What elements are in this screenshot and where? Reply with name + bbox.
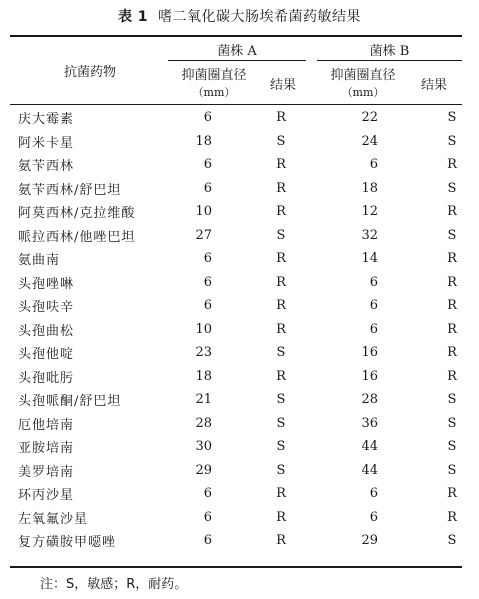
strain-b-zone-value: 29 xyxy=(361,533,378,549)
strain-a-zone-value: 6 xyxy=(203,251,212,267)
strain-b-zone-value: 16 xyxy=(361,368,378,384)
spacer-cell xyxy=(221,412,258,436)
spacer-cell xyxy=(390,130,424,154)
spacer-cell xyxy=(390,294,424,318)
spacer-cell xyxy=(304,224,344,248)
strain-b-result-value: S xyxy=(447,439,457,455)
strain-a-result-value: R xyxy=(276,509,286,525)
strain-b-result-value: R xyxy=(447,486,457,502)
spacer-cell xyxy=(304,459,344,483)
strain-b-zone-value: 32 xyxy=(361,227,378,243)
strain-a-zone-value: 6 xyxy=(203,157,212,173)
strain-a-zone-value: 10 xyxy=(195,321,212,337)
drug-name: 左氧氟沙星 xyxy=(18,511,89,527)
spacer-cell xyxy=(390,506,424,530)
drug-name: 头孢他啶 xyxy=(18,347,75,363)
strain-b-result-value: S xyxy=(447,392,457,408)
strain-b-result-value: R xyxy=(447,157,457,173)
strain-b-zone-value: 44 xyxy=(361,462,378,478)
strain-a-zone-value: 27 xyxy=(195,227,212,243)
susceptibility-table xyxy=(10,106,479,553)
table-row xyxy=(10,435,479,459)
spacer-cell xyxy=(304,153,344,177)
table-row xyxy=(10,318,479,342)
spacer-cell xyxy=(304,294,344,318)
table-row xyxy=(10,506,479,530)
drug-name: 厄他培南 xyxy=(18,417,75,433)
spacer-cell xyxy=(390,318,424,342)
table-row xyxy=(10,153,479,177)
spacer-cell xyxy=(304,412,344,436)
strain-a-result-value: S xyxy=(276,415,286,431)
spacer-cell xyxy=(304,365,344,389)
drug-name: 氨苄西林 xyxy=(18,159,75,175)
strain-b-result-value: S xyxy=(447,227,457,243)
spacer-cell xyxy=(390,200,424,224)
spacer-cell xyxy=(390,365,424,389)
table-row xyxy=(10,271,479,295)
strain-b-zone-value: 22 xyxy=(361,110,378,126)
spacer-cell xyxy=(221,459,258,483)
spacer-cell xyxy=(390,106,424,130)
spacer-cell xyxy=(221,318,258,342)
spacer-cell xyxy=(304,482,344,506)
drug-name: 阿莫西林/克拉维酸 xyxy=(18,206,136,222)
strain-a-zone-value: 6 xyxy=(203,298,212,314)
strain-a-result-value: R xyxy=(276,251,286,267)
strain-a-result-value: R xyxy=(276,180,286,196)
strain-a-result-header: 结果 xyxy=(269,78,296,93)
strain-b-subrule xyxy=(317,60,462,61)
strain-b-zone-header: 抑菌圈直径 xyxy=(330,68,396,83)
spacer-cell xyxy=(221,506,258,530)
strain-b-header: 菌株 B xyxy=(369,44,410,59)
drug-name: 头孢唑啉 xyxy=(18,276,75,292)
drug-name: 哌拉西林/他唑巴坦 xyxy=(18,229,136,245)
strain-b-result-value: S xyxy=(447,462,457,478)
strain-a-result-value: S xyxy=(276,392,286,408)
strain-b-result-header: 结果 xyxy=(420,78,447,93)
table-note: 注：S，敏感；R，耐药。 xyxy=(40,577,188,592)
strain-b-result-value: R xyxy=(447,509,457,525)
strain-a-zone-value: 6 xyxy=(203,110,212,126)
strain-a-zone-value: 6 xyxy=(203,533,212,549)
strain-a-zone-header: 抑菌圈直径 xyxy=(181,68,247,83)
table-row xyxy=(10,106,479,130)
table-body xyxy=(10,106,479,553)
strain-a-result-value: S xyxy=(276,439,286,455)
drug-column-header: 抗菌药物 xyxy=(63,65,116,80)
strain-a-zone-value: 6 xyxy=(203,509,212,525)
drug-name: 复方磺胺甲噁唑 xyxy=(18,535,117,551)
strain-b-zone-value: 28 xyxy=(361,392,378,408)
table-row xyxy=(10,294,479,318)
table-row xyxy=(10,130,479,154)
spacer-cell xyxy=(221,153,258,177)
spacer-cell xyxy=(221,529,258,553)
spacer-cell xyxy=(221,294,258,318)
strain-b-result-value: S xyxy=(447,110,457,126)
table-caption xyxy=(0,6,479,26)
spacer-cell xyxy=(221,365,258,389)
table-row xyxy=(10,482,479,506)
spacer-cell xyxy=(221,271,258,295)
strain-a-result-value: R xyxy=(276,274,286,290)
top-rule xyxy=(10,35,462,37)
strain-b-zone-value: 36 xyxy=(361,415,378,431)
strain-b-result-value: S xyxy=(447,180,457,196)
strain-a-result-value: R xyxy=(276,533,286,549)
spacer-cell xyxy=(304,247,344,271)
drug-name: 氨苄西林/舒巴坦 xyxy=(18,182,122,198)
spacer-cell xyxy=(304,435,344,459)
table-row xyxy=(10,365,479,389)
spacer-cell xyxy=(390,459,424,483)
strain-b-zone-unit: （mm） xyxy=(341,86,385,99)
strain-a-zone-value: 10 xyxy=(195,204,212,220)
strain-b-zone-value: 6 xyxy=(369,298,378,314)
spacer-cell xyxy=(221,388,258,412)
table-row xyxy=(10,388,479,412)
strain-b-zone-value: 44 xyxy=(361,439,378,455)
drug-name: 亚胺培南 xyxy=(18,441,75,457)
spacer-cell xyxy=(304,106,344,130)
strain-a-zone-value: 23 xyxy=(195,345,212,361)
strain-a-result-value: R xyxy=(276,110,286,126)
header-rule xyxy=(10,104,462,105)
table-title: 嗜二氧化碳大肠埃希菌药敏结果 xyxy=(158,9,362,25)
spacer-cell xyxy=(390,153,424,177)
table-row xyxy=(10,459,479,483)
spacer-cell xyxy=(304,529,344,553)
spacer-cell xyxy=(221,482,258,506)
strain-b-result-value: R xyxy=(447,204,457,220)
strain-b-result-value: S xyxy=(447,415,457,431)
strain-a-zone-unit: （mm） xyxy=(192,86,236,99)
strain-a-result-value: S xyxy=(276,345,286,361)
strain-a-result-value: R xyxy=(276,486,286,502)
strain-b-result-value: R xyxy=(447,298,457,314)
table-row xyxy=(10,177,479,201)
table-row xyxy=(10,341,479,365)
strain-a-zone-value: 30 xyxy=(195,439,212,455)
strain-a-zone-value: 6 xyxy=(203,180,212,196)
strain-a-result-value: S xyxy=(276,133,286,149)
strain-a-result-value: R xyxy=(276,204,286,220)
drug-name: 头孢吡肟 xyxy=(18,370,75,386)
strain-b-result-value: R xyxy=(447,251,457,267)
spacer-cell xyxy=(304,130,344,154)
drug-name: 美罗培南 xyxy=(18,464,75,480)
strain-b-zone-value: 6 xyxy=(369,509,378,525)
strain-a-result-value: R xyxy=(276,368,286,384)
strain-a-result-value: R xyxy=(276,321,286,337)
spacer-cell xyxy=(304,341,344,365)
strain-b-zone-value: 16 xyxy=(361,345,378,361)
strain-b-zone-value: 18 xyxy=(361,180,378,196)
table-row xyxy=(10,247,479,271)
strain-b-result-value: R xyxy=(447,274,457,290)
spacer-cell xyxy=(390,482,424,506)
spacer-cell xyxy=(221,224,258,248)
strain-a-result-value: R xyxy=(276,298,286,314)
strain-a-zone-value: 18 xyxy=(195,368,212,384)
spacer-cell xyxy=(390,435,424,459)
spacer-cell xyxy=(304,177,344,201)
drug-name: 庆大霉素 xyxy=(18,112,75,128)
strain-a-zone-value: 21 xyxy=(195,392,212,408)
spacer-cell xyxy=(221,177,258,201)
drug-name: 环丙沙星 xyxy=(18,488,75,504)
table-number: 表 1 xyxy=(117,9,149,25)
spacer-cell xyxy=(390,177,424,201)
strain-a-result-value: R xyxy=(276,157,286,173)
spacer-cell xyxy=(221,247,258,271)
spacer-cell xyxy=(221,341,258,365)
spacer-cell xyxy=(304,506,344,530)
table-row xyxy=(10,200,479,224)
spacer-cell xyxy=(390,341,424,365)
spacer-cell xyxy=(221,130,258,154)
strain-a-result-value: S xyxy=(276,462,286,478)
strain-a-zone-value: 29 xyxy=(195,462,212,478)
bottom-rule xyxy=(10,566,462,568)
strain-b-zone-value: 12 xyxy=(361,204,378,220)
strain-b-result-value: S xyxy=(447,133,457,149)
spacer-cell xyxy=(390,529,424,553)
drug-name: 头孢曲松 xyxy=(18,323,75,339)
spacer-cell xyxy=(304,271,344,295)
strain-a-zone-value: 28 xyxy=(195,415,212,431)
spacer-cell xyxy=(304,388,344,412)
spacer-cell xyxy=(390,388,424,412)
spacer-cell xyxy=(221,435,258,459)
strain-b-zone-value: 14 xyxy=(361,251,378,267)
strain-a-zone-value: 18 xyxy=(195,133,212,149)
spacer-cell xyxy=(390,271,424,295)
strain-b-result-value: R xyxy=(447,321,457,337)
strain-a-zone-value: 6 xyxy=(203,274,212,290)
drug-name: 氨曲南 xyxy=(18,253,61,269)
strain-a-header: 菌株 A xyxy=(217,44,257,59)
table-row xyxy=(10,412,479,436)
strain-b-zone-value: 6 xyxy=(369,486,378,502)
strain-b-result-value: R xyxy=(447,368,457,384)
strain-b-zone-value: 6 xyxy=(369,274,378,290)
strain-b-zone-value: 6 xyxy=(369,321,378,337)
strain-b-zone-value: 6 xyxy=(369,157,378,173)
spacer-cell xyxy=(221,200,258,224)
strain-a-zone-value: 6 xyxy=(203,486,212,502)
table-row xyxy=(10,529,479,553)
drug-name: 阿米卡星 xyxy=(18,135,75,151)
spacer-cell xyxy=(304,318,344,342)
spacer-cell xyxy=(390,247,424,271)
strain-b-result-value: R xyxy=(447,345,457,361)
strain-b-result-value: S xyxy=(447,533,457,549)
strain-a-subrule xyxy=(168,60,306,61)
table-row xyxy=(10,224,479,248)
drug-name: 头孢哌酮/舒巴坦 xyxy=(18,394,122,410)
drug-name: 头孢呋辛 xyxy=(18,300,75,316)
spacer-cell xyxy=(390,412,424,436)
spacer-cell xyxy=(304,200,344,224)
strain-a-result-value: S xyxy=(276,227,286,243)
spacer-cell xyxy=(390,224,424,248)
spacer-cell xyxy=(221,106,258,130)
strain-b-zone-value: 24 xyxy=(361,133,378,149)
